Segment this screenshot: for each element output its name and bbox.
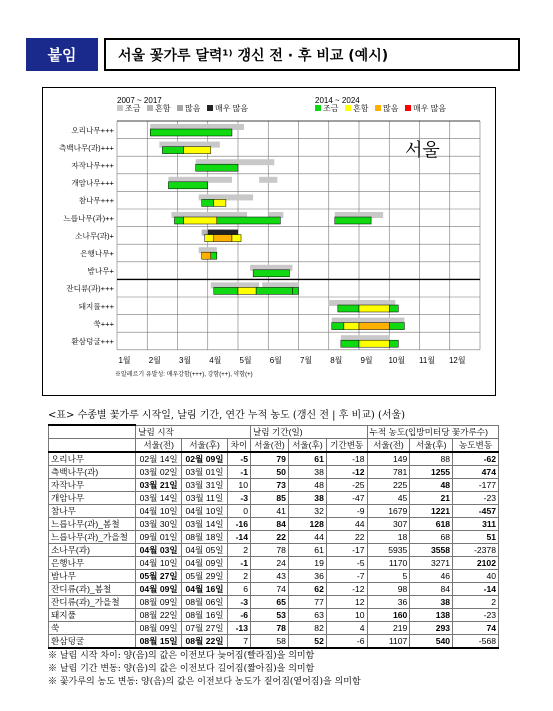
new-period-bar [211,252,217,259]
value-cell: 40 [453,569,499,582]
value-cell: -5 [227,452,250,466]
new-period-bar [292,287,298,294]
value-cell: -457 [453,504,499,517]
value-cell: 03월 14일 [182,517,228,530]
row-label: 환삼덩굴+++ [71,337,114,346]
subheader-cell: 차이 [227,438,250,452]
legend-old-swatch [177,105,183,111]
legend-new-title: 2014 ~ 2024 [315,96,360,105]
legend-new-swatch [375,105,381,111]
value-cell: 03월 11일 [182,491,228,504]
value-cell: 04월 03일 [136,543,182,556]
new-period-bar [184,217,217,224]
value-cell: -3 [227,595,250,608]
value-cell: 0 [227,504,250,517]
note-line: ※ 꽃가루의 농도 변동: 양(음)의 값은 이전보다 농도가 짙어짐(옅어짐)을 의미함 [48,677,361,687]
new-period-bar [162,147,183,154]
value-cell: 48 [288,478,326,491]
value-cell: -62 [453,452,499,466]
value-cell: 38 [288,465,326,478]
value-cell: 53 [250,608,288,621]
value-cell: 03월 21일 [136,478,182,491]
value-cell: 7 [227,634,250,648]
new-period-bar [202,199,214,206]
species-cell: 개암나무 [49,491,136,504]
value-cell: 311 [453,517,499,530]
table-row [49,569,499,582]
species-cell: 측백나무(과) [49,465,136,478]
legend-old-label: 매우 많음 [215,104,249,113]
value-cell: -6 [326,634,367,648]
corner-cell [49,425,136,438]
new-period-bar [253,270,289,277]
value-cell: 65 [250,595,288,608]
value-cell: 02월 14일 [136,452,182,466]
value-cell: 293 [410,621,453,634]
value-cell: 74 [453,621,499,634]
page-title: 서울 꽃가루 달력¹⁾ 갱신 전 · 후 비교 (예시) [104,38,520,71]
month-tick-label: 5월 [239,355,252,365]
row-label: 느릅나무(과)++ [63,213,114,223]
value-cell: 18 [367,530,410,543]
value-cell: 51 [453,530,499,543]
value-cell: -177 [453,478,499,491]
row-label: 잔디류(과)+++ [66,284,114,294]
value-cell: 08월 06일 [182,595,228,608]
species-cell: 쑥 [49,621,136,634]
value-cell: 88 [410,452,453,466]
value-cell: 52 [288,634,326,648]
value-cell: 43 [250,569,288,582]
value-cell: 84 [250,517,288,530]
value-cell: -568 [453,634,499,648]
value-cell: 48 [410,478,453,491]
value-cell: 21 [410,491,453,504]
value-cell: -12 [326,465,367,478]
value-cell: -7 [326,569,367,582]
species-cell: 환삼덩굴 [49,634,136,648]
value-cell: -47 [326,491,367,504]
value-cell: -3 [227,491,250,504]
table-row [49,582,499,595]
row-label: 개암나무+++ [71,178,114,188]
new-period-bar [217,217,281,224]
value-cell: 03월 30일 [136,517,182,530]
value-cell: -12 [326,582,367,595]
notes [48,650,361,689]
value-cell: -5 [326,556,367,569]
header-duration: 날림 기간(일) [250,425,367,438]
species-cell: 참나무 [49,504,136,517]
table-row [49,543,499,556]
value-cell: 04월 10일 [182,504,228,517]
value-cell: 1170 [367,556,410,569]
new-period-bar [338,305,359,312]
value-cell: 84 [410,582,453,595]
new-period-bar [214,287,238,294]
value-cell: 3558 [410,543,453,556]
value-cell: -2378 [453,543,499,556]
value-cell: 3271 [410,556,453,569]
species-cell: 은행나무 [49,556,136,569]
value-cell: 22 [326,530,367,543]
value-cell: -14 [227,530,250,543]
value-cell: -23 [453,491,499,504]
row-label: 쑥+++ [93,319,114,329]
value-cell: -14 [453,582,499,595]
value-cell: 77 [288,595,326,608]
value-cell: 04월 10일 [136,556,182,569]
new-period-bar [359,323,389,330]
header-concentration: 누적 농도(입방미터당 꽃가루수) [367,425,498,438]
month-tick-label: 10월 [388,355,406,365]
value-cell: 03월 14일 [136,491,182,504]
subheader-cell: 서울(전) [136,438,182,452]
value-cell: 44 [288,530,326,543]
new-period-bar [202,252,211,259]
month-tick-label: 12월 [448,355,466,365]
new-period-bar [184,147,211,154]
value-cell: 04월 16일 [182,582,228,595]
value-cell: 78 [250,621,288,634]
legend-new-label: 조금 [323,104,339,113]
value-cell: 63 [288,608,326,621]
value-cell: 09월 01일 [136,530,182,543]
value-cell: 2 [227,543,250,556]
species-cell: 느릅나무(과)_봄철 [49,517,136,530]
value-cell: 08월 15일 [136,634,182,648]
subheader-cell: 서울(전) [367,438,410,452]
table-header-row-1 [49,425,499,438]
value-cell: 2102 [453,556,499,569]
value-cell: 128 [288,517,326,530]
value-cell: 03월 01일 [182,465,228,478]
table-row [49,504,499,517]
value-cell: 61 [288,452,326,466]
value-cell: 04월 05일 [182,543,228,556]
value-cell: 08월 18일 [182,530,228,543]
value-cell: 05월 27일 [136,569,182,582]
new-period-bar [344,323,359,330]
species-cell: 느릅나무(과)_가을철 [49,530,136,543]
value-cell: 2 [227,569,250,582]
value-cell: 19 [288,556,326,569]
value-cell: 82 [288,621,326,634]
row-label: 측백나무(과)+++ [58,143,114,153]
value-cell: 50 [250,465,288,478]
new-period-bar [174,217,183,224]
value-cell: 58 [250,634,288,648]
value-cell: 05월 29일 [182,569,228,582]
subheader-cell: 서울(후) [410,438,453,452]
value-cell: 540 [410,634,453,648]
value-cell: 307 [367,517,410,530]
legend-old-label: 많음 [185,104,201,113]
new-period-bar [335,217,371,224]
value-cell: -17 [326,543,367,556]
table-row [49,621,499,634]
value-cell: 149 [367,452,410,466]
header-start: 날림 시작 [136,425,251,438]
value-cell: 6 [227,582,250,595]
species-cell: 잔디류(과)_가을철 [49,595,136,608]
value-cell: 04월 09일 [136,582,182,595]
value-cell: -1 [227,465,250,478]
value-cell: 10 [326,608,367,621]
page-header [26,38,516,71]
value-cell: 61 [288,543,326,556]
month-tick-label: 6월 [269,355,282,365]
new-period-bar [238,287,256,294]
value-cell: 5 [367,569,410,582]
value-cell: 10 [227,478,250,491]
value-cell: 138 [410,608,453,621]
row-label: 소나무(과)+ [75,231,114,241]
new-period-bar [196,164,238,171]
value-cell: 36 [367,595,410,608]
city-label: 서울 [405,140,440,161]
species-cell: 돼지풀 [49,608,136,621]
row-label: 참나무+++ [78,196,114,206]
value-cell: 225 [367,478,410,491]
legend-old-title: 2007 ~ 2017 [117,96,162,105]
value-cell: 07월 27일 [182,621,228,634]
value-cell: -25 [326,478,367,491]
legend-old-swatch [147,105,153,111]
value-cell: 38 [410,595,453,608]
comparison-table [48,424,499,649]
value-cell: 38 [288,491,326,504]
legend-new-swatch [315,105,321,111]
new-period-bar [332,323,344,330]
new-period-bar [389,340,398,347]
value-cell: 46 [410,569,453,582]
value-cell: 781 [367,465,410,478]
value-cell: 12 [326,595,367,608]
value-cell: 1107 [367,634,410,648]
subheader-cell: 기간변동 [326,438,367,452]
new-period-bar [168,182,207,189]
month-tick-label: 4월 [209,355,222,365]
legend-new-label: 매우 많음 [413,104,447,113]
value-cell: 74 [250,582,288,595]
species-cell: 밤나무 [49,569,136,582]
species-cell: 소나무(과) [49,543,136,556]
value-cell: -18 [326,452,367,466]
table-row [49,491,499,504]
table-row [49,478,499,491]
value-cell: 62 [288,582,326,595]
value-cell: 1679 [367,504,410,517]
table-row [49,517,499,530]
new-period-bar [205,235,214,242]
value-cell: 24 [250,556,288,569]
value-cell: 44 [326,517,367,530]
allergy-footnote: ※알레르기 유발성: 매우강함(+++), 강함(++), 약함(+) [115,371,253,378]
month-tick-label: 11월 [419,355,436,365]
value-cell: 79 [250,452,288,466]
value-cell: 03월 31일 [182,478,228,491]
value-cell: 08월 16일 [182,608,228,621]
subheader-cell: 농도변동 [453,438,499,452]
month-tick-label: 3월 [178,355,192,365]
value-cell: 78 [250,543,288,556]
value-cell: 73 [250,478,288,491]
value-cell: 08월 09일 [136,621,182,634]
table-row [49,595,499,608]
legend-new-label: 많음 [383,104,399,113]
new-period-bar [359,340,389,347]
new-period-bar [150,129,232,136]
table-row [49,608,499,621]
subheader-cell: 서울(전) [250,438,288,452]
value-cell: 04월 10일 [136,504,182,517]
value-cell: -13 [227,621,250,634]
month-tick-label: 8월 [330,355,343,365]
table-row [49,634,499,648]
subheader-cell: 서울(후) [288,438,326,452]
value-cell: -6 [227,608,250,621]
month-tick-label: 1월 [118,355,131,365]
new-period-bar [389,305,398,312]
value-cell: 2 [453,595,499,608]
table-header-row-2 [49,438,499,452]
value-cell: 1221 [410,504,453,517]
new-period-bar [341,340,359,347]
row-label: 돼지풀+++ [78,301,114,311]
legend-new-label: 흔함 [353,104,369,113]
value-cell: 08월 09일 [136,595,182,608]
legend-old-label: 흔함 [155,104,171,113]
value-cell: 85 [250,491,288,504]
new-period-bar [256,287,292,294]
species-cell: 자작나무 [49,478,136,491]
legend-old-label: 조금 [125,104,141,113]
species-cell: 잔디류(과)_봄철 [49,582,136,595]
value-cell: 08월 22일 [136,608,182,621]
table-caption: <표> 수종별 꽃가루 시작일, 날림 기간, 연간 누적 농도 (갱신 전 | 후 비교) (서울) [48,410,406,421]
chart-svg [43,88,497,397]
new-period-bar [359,305,389,312]
value-cell: -16 [227,517,250,530]
month-tick-label: 9월 [360,355,373,365]
value-cell: 618 [410,517,453,530]
new-period-bar [214,235,232,242]
value-cell: 04월 09일 [182,556,228,569]
row-label: 은행나무+ [80,249,114,258]
row-label: 오리나무+++ [71,125,114,135]
pollen-calendar-chart [42,87,496,396]
legend-old-swatch [207,105,213,111]
month-tick-label: 2월 [148,355,161,365]
value-cell: 219 [367,621,410,634]
legend-new-swatch [405,105,411,111]
new-period-bar [232,235,241,242]
table-row [49,465,499,478]
value-cell: 68 [410,530,453,543]
value-cell: 4 [326,621,367,634]
value-cell: 160 [367,608,410,621]
value-cell: 03월 02일 [136,465,182,478]
month-tick-label: 7월 [299,355,313,365]
value-cell: -9 [326,504,367,517]
legend-old-swatch [117,105,123,111]
value-cell: 45 [367,491,410,504]
value-cell: 08월 22일 [182,634,228,648]
value-cell: 36 [288,569,326,582]
value-cell: -1 [227,556,250,569]
table-row [49,530,499,543]
value-cell: 22 [250,530,288,543]
legend-new-swatch [345,105,351,111]
table-row [49,452,499,466]
value-cell: 32 [288,504,326,517]
value-cell: 41 [250,504,288,517]
value-cell: 1255 [410,465,453,478]
row-label: 자작나무+++ [71,161,114,170]
value-cell: -23 [453,608,499,621]
value-cell: 474 [453,465,499,478]
old-period-bar [259,177,277,183]
species-cell: 오리나무 [49,452,136,466]
corner-cell-2 [49,438,136,452]
subheader-cell: 서울(후) [182,438,228,452]
note-line: ※ 날림 시작 차이: 양(음)의 값은 이전보다 늦어짐(빨라짐)을 의미함 [48,651,315,661]
table-row [49,556,499,569]
attachment-tag: 붙임 [26,38,98,71]
row-label: 밤나무+ [87,266,114,276]
value-cell: 5935 [367,543,410,556]
value-cell: 98 [367,582,410,595]
note-line: ※ 날림 기간 변동: 양(음)의 값은 이전보다 길어짐(짧아짐)을 의미함 [48,664,315,674]
new-period-bar [214,199,226,206]
new-period-bar [389,323,404,330]
value-cell: 02월 09일 [182,452,228,466]
